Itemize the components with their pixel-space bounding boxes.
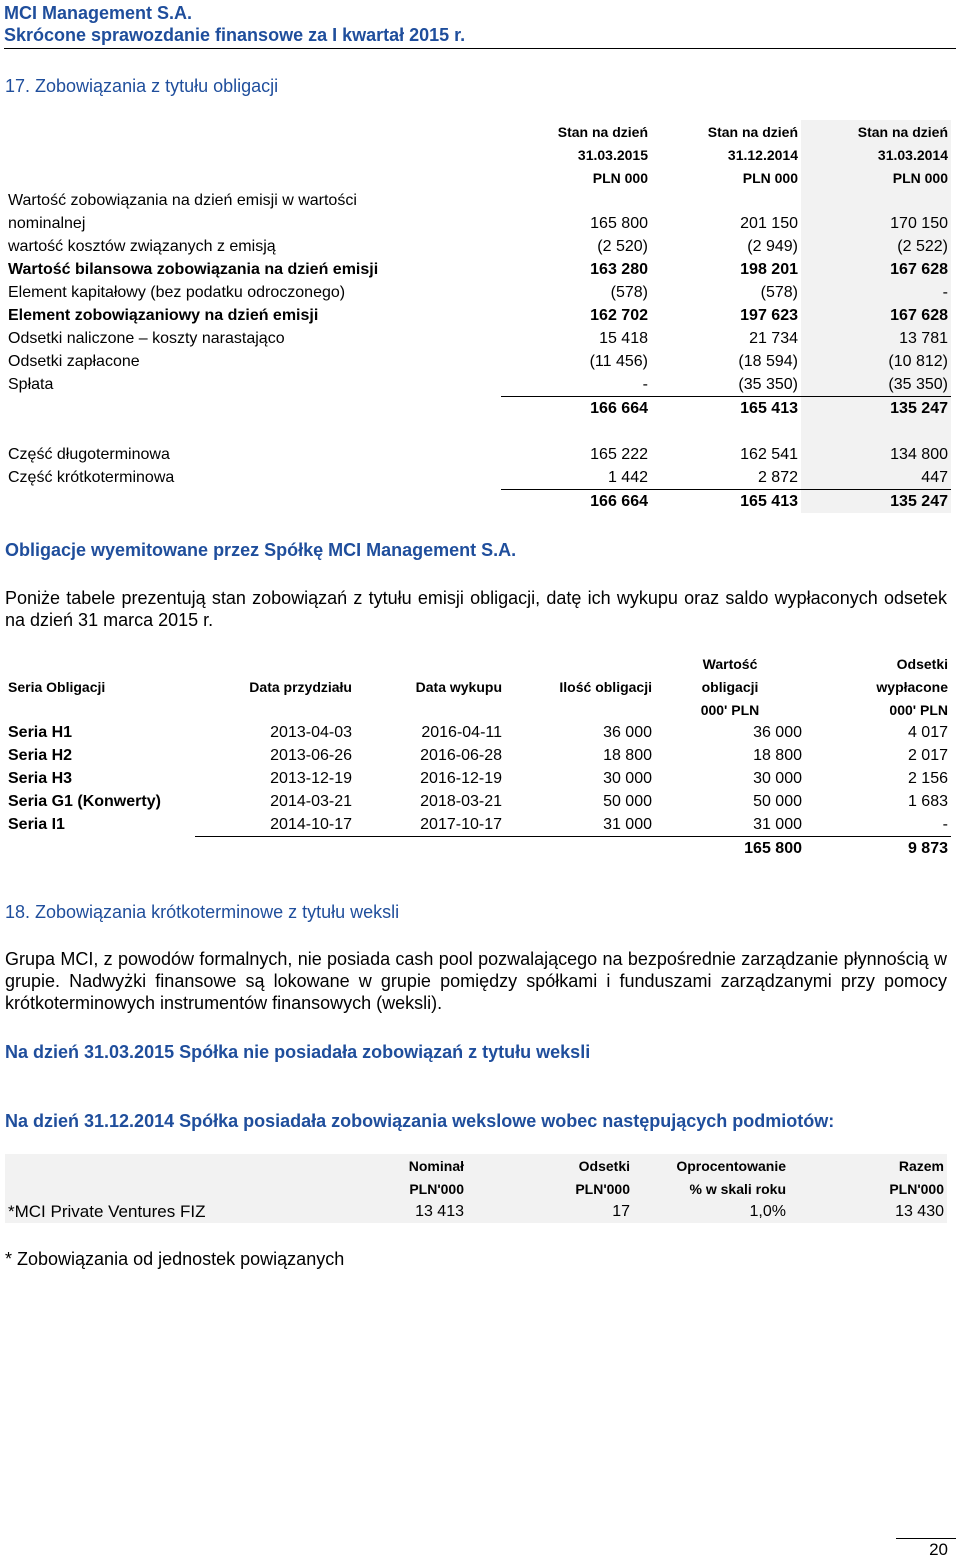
cell-value: 30 000 xyxy=(603,769,652,787)
table-row xyxy=(5,813,951,837)
col-unit: PLN'000 xyxy=(575,1180,630,1197)
table-row xyxy=(5,189,951,212)
cell-value: 163 280 xyxy=(590,260,648,278)
cell-value: (35 350) xyxy=(801,373,951,397)
cell-value: (18 594) xyxy=(738,352,798,370)
row-label: Element zobowiązaniowy na dzień emisji xyxy=(8,306,319,324)
report-title: Skrócone sprawozdanie finansowe za I kwartał 2015 r. xyxy=(4,25,466,45)
col-header: Razem xyxy=(898,1157,944,1174)
table-row xyxy=(5,767,951,790)
series-name: Seria H3 xyxy=(8,769,73,787)
table-total-row xyxy=(5,837,951,861)
cell-value: 2 017 xyxy=(907,746,948,764)
table-header-row xyxy=(5,1177,947,1200)
col-unit: PLN'000 xyxy=(889,1180,944,1197)
cell-value: 18 800 xyxy=(603,746,652,764)
cell-value: 2016-04-11 xyxy=(421,723,502,741)
company-name: MCI Management S.A. xyxy=(4,3,193,23)
table-total-row xyxy=(5,490,951,514)
row-label: Wartość zobowiązania na dzień emisji w wartości xyxy=(8,191,357,209)
row-label: wartość kosztów związanych z emisją xyxy=(8,237,276,255)
col-header: Stan na dzień xyxy=(557,123,648,140)
col-header: Odsetki xyxy=(578,1157,630,1174)
cell-value: 50 000 xyxy=(603,792,652,810)
col-header: wypłacone xyxy=(876,678,948,695)
cell-value: 134 800 xyxy=(801,443,951,466)
total-value: 166 664 xyxy=(590,399,648,417)
cell-value: 30 000 xyxy=(753,769,802,787)
col-unit: PLN 000 xyxy=(742,169,798,186)
col-unit: PLN 000 xyxy=(592,169,648,186)
cell-value: 31 000 xyxy=(505,813,655,837)
table-total-row xyxy=(5,397,951,421)
total-value: 165 800 xyxy=(744,839,802,857)
cell-value: (10 812) xyxy=(801,350,951,373)
cell-value: 2 872 xyxy=(651,466,801,490)
series-name: Seria H1 xyxy=(8,723,73,741)
col-header: Seria Obligacji xyxy=(8,678,106,695)
series-name: Seria H2 xyxy=(8,746,73,764)
cell-value: 36 000 xyxy=(753,723,802,741)
section-18-title: 18. Zobowiązania krótkoterminowe z tytułu weksli xyxy=(5,902,400,922)
col-header: Nominał xyxy=(408,1157,464,1174)
bonds-intro: Poniże tabele prezentują stan zobowiązań z tytułu emisji obligacji, datę ich wykupu oraz saldo wypłaconych odsetek na dzień 31 marca 2015 r. xyxy=(5,588,947,630)
cell-value: 2013-12-19 xyxy=(270,769,352,787)
col-date: 31.12.2014 xyxy=(727,146,798,163)
cell-value: 2013-06-26 xyxy=(270,746,352,764)
cell-value: 162 702 xyxy=(590,306,648,324)
col-header: Stan na dzień xyxy=(707,123,798,140)
cell-value: (35 350) xyxy=(651,373,801,397)
row-label: Odsetki zapłacone xyxy=(8,352,140,370)
cell-value: 1 442 xyxy=(501,466,651,490)
cell-value: 13 781 xyxy=(801,327,951,350)
cell-value: 21 734 xyxy=(749,329,798,347)
cell-value: 2014-10-17 xyxy=(195,813,355,837)
cell-value: (2 520) xyxy=(597,237,648,255)
cell-value: 1 683 xyxy=(907,792,948,810)
row-label: Odsetki naliczone – koszty narastająco xyxy=(8,329,285,347)
row-label: Część długoterminowa xyxy=(8,445,170,463)
table-header-row xyxy=(5,652,951,675)
cell-value: 2016-12-19 xyxy=(420,769,502,787)
col-header: Data wykupu xyxy=(415,678,502,695)
col-header: Oprocentowanie xyxy=(676,1157,786,1174)
cell-value: 4 017 xyxy=(907,723,948,741)
col-unit: 000' PLN xyxy=(889,701,948,718)
cell-value: - xyxy=(801,281,951,304)
cell-value: 197 623 xyxy=(740,306,798,324)
col-unit: PLN 000 xyxy=(801,166,951,189)
cell-value: 36 000 xyxy=(603,723,652,741)
cell-value: 165 800 xyxy=(590,214,648,232)
row-label: Część krótkoterminowa xyxy=(8,468,175,486)
cell-value: 1,0% xyxy=(749,1202,786,1220)
cell-value: 198 201 xyxy=(740,260,798,278)
cell-value: 2016-06-28 xyxy=(420,746,502,764)
cell-value: - xyxy=(501,373,651,397)
footnote: * Zobowiązania od jednostek powiązanych xyxy=(5,1249,345,1269)
col-header: Odsetki xyxy=(896,655,948,672)
table-row xyxy=(5,466,951,490)
bond-series-table xyxy=(5,652,951,860)
series-name: Seria G1 (Konwerty) xyxy=(8,792,161,810)
cell-value: 167 628 xyxy=(801,304,951,327)
cell-value: 17 xyxy=(612,1202,630,1220)
total-value: 165 413 xyxy=(740,399,798,417)
total-value: 135 247 xyxy=(801,490,951,514)
cell-value: 13 430 xyxy=(895,1202,944,1220)
section-17-title: 17. Zobowiązania z tytułu obligacji xyxy=(5,76,279,96)
cell-value: 167 628 xyxy=(801,258,951,281)
table-row xyxy=(5,443,951,466)
col-header: Stan na dzień xyxy=(801,120,951,143)
table-header-row xyxy=(5,1154,947,1177)
cell-value: 162 541 xyxy=(740,445,798,463)
table-row xyxy=(5,258,951,281)
col-date: 31.03.2014 xyxy=(801,143,951,166)
cell-value: - xyxy=(805,813,951,837)
page-header xyxy=(4,2,956,49)
cell-value: 13 413 xyxy=(415,1202,464,1220)
table-row xyxy=(5,721,951,744)
bills-table xyxy=(5,1154,947,1223)
table-row xyxy=(5,281,951,304)
table-row xyxy=(5,235,951,258)
entity-name: *MCI Private Ventures FIZ xyxy=(8,1201,206,1221)
cell-value: 447 xyxy=(801,466,951,490)
row-label: nominalnej xyxy=(8,214,86,232)
table-header-row xyxy=(5,166,951,189)
cell-value: 31 000 xyxy=(655,813,805,837)
table-row xyxy=(5,790,951,813)
total-value: 135 247 xyxy=(801,397,951,421)
cell-value: 170 150 xyxy=(801,212,951,235)
cell-value: 15 418 xyxy=(599,329,648,347)
col-header: Wartość xyxy=(702,655,758,672)
cell-value: (2 949) xyxy=(747,237,798,255)
table-row xyxy=(5,373,951,397)
table-row xyxy=(5,350,951,373)
col-unit: PLN'000 xyxy=(409,1180,464,1197)
table-row xyxy=(5,327,951,350)
page-number-rule xyxy=(896,1538,956,1539)
table-row xyxy=(5,744,951,767)
cell-value: (11 456) xyxy=(589,352,648,370)
row-label: Spłata xyxy=(8,375,54,393)
bonds-liability-table xyxy=(5,120,951,513)
col-header: obligacji xyxy=(701,678,759,695)
cell-value: 165 222 xyxy=(590,445,648,463)
table-row xyxy=(5,304,951,327)
cell-value: 2014-03-21 xyxy=(270,792,352,810)
cell-value: (578) xyxy=(610,283,648,301)
table-header-row xyxy=(5,120,951,143)
row-label: Wartość bilansowa zobowiązania na dzień emisji xyxy=(8,260,379,278)
table-header-row xyxy=(5,143,951,166)
col-header: Ilość obligacji xyxy=(559,678,652,695)
total-value: 166 664 xyxy=(590,492,648,510)
note-31-03-2015: Na dzień 31.03.2015 Spółka nie posiadała zobowiązań z tytułu weksli xyxy=(5,1042,591,1062)
total-value: 9 873 xyxy=(907,839,948,857)
note-31-12-2014: Na dzień 31.12.2014 Spółka posiadała zobowiązania wekslowe wobec następujących podmiotów: xyxy=(5,1111,835,1131)
cell-value: 2017-10-17 xyxy=(355,813,505,837)
cell-value: 2013-04-03 xyxy=(270,723,352,741)
cell-value: 50 000 xyxy=(753,792,802,810)
col-unit: % w skali roku xyxy=(689,1180,786,1197)
cell-value: (2 522) xyxy=(801,235,951,258)
table-row xyxy=(5,212,951,235)
cell-value: 201 150 xyxy=(740,214,798,232)
cell-value: 2018-03-21 xyxy=(420,792,502,810)
series-name: Seria I1 xyxy=(8,815,65,833)
bonds-subtitle: Obligacje wyemitowane przez Spółkę MCI Management S.A. xyxy=(5,540,517,560)
total-value: 165 413 xyxy=(740,492,798,510)
row-label: Element kapitałowy (bez podatku odroczonego) xyxy=(8,283,346,301)
page-number: 20 xyxy=(929,1540,948,1559)
cell-value: 2 156 xyxy=(907,769,948,787)
col-header: Data przydziału xyxy=(249,678,352,695)
table-row xyxy=(5,1200,947,1223)
section-18-paragraph: Grupa MCI, z powodów formalnych, nie posiada cash pool pozwalającego na bezpośrednie zarządzanie płynnością w grupie. Nadwyżki finansowe są lokowane w grupie pomiędzy spółkami i funduszami zarządzanymi przy pomocy krótkoterminowych instrumentów finansowych (weksli). xyxy=(5,949,947,1013)
col-date: 31.03.2015 xyxy=(577,146,648,163)
col-unit: 000' PLN xyxy=(700,701,760,718)
cell-value: 18 800 xyxy=(753,746,802,764)
cell-value: (578) xyxy=(760,283,798,301)
